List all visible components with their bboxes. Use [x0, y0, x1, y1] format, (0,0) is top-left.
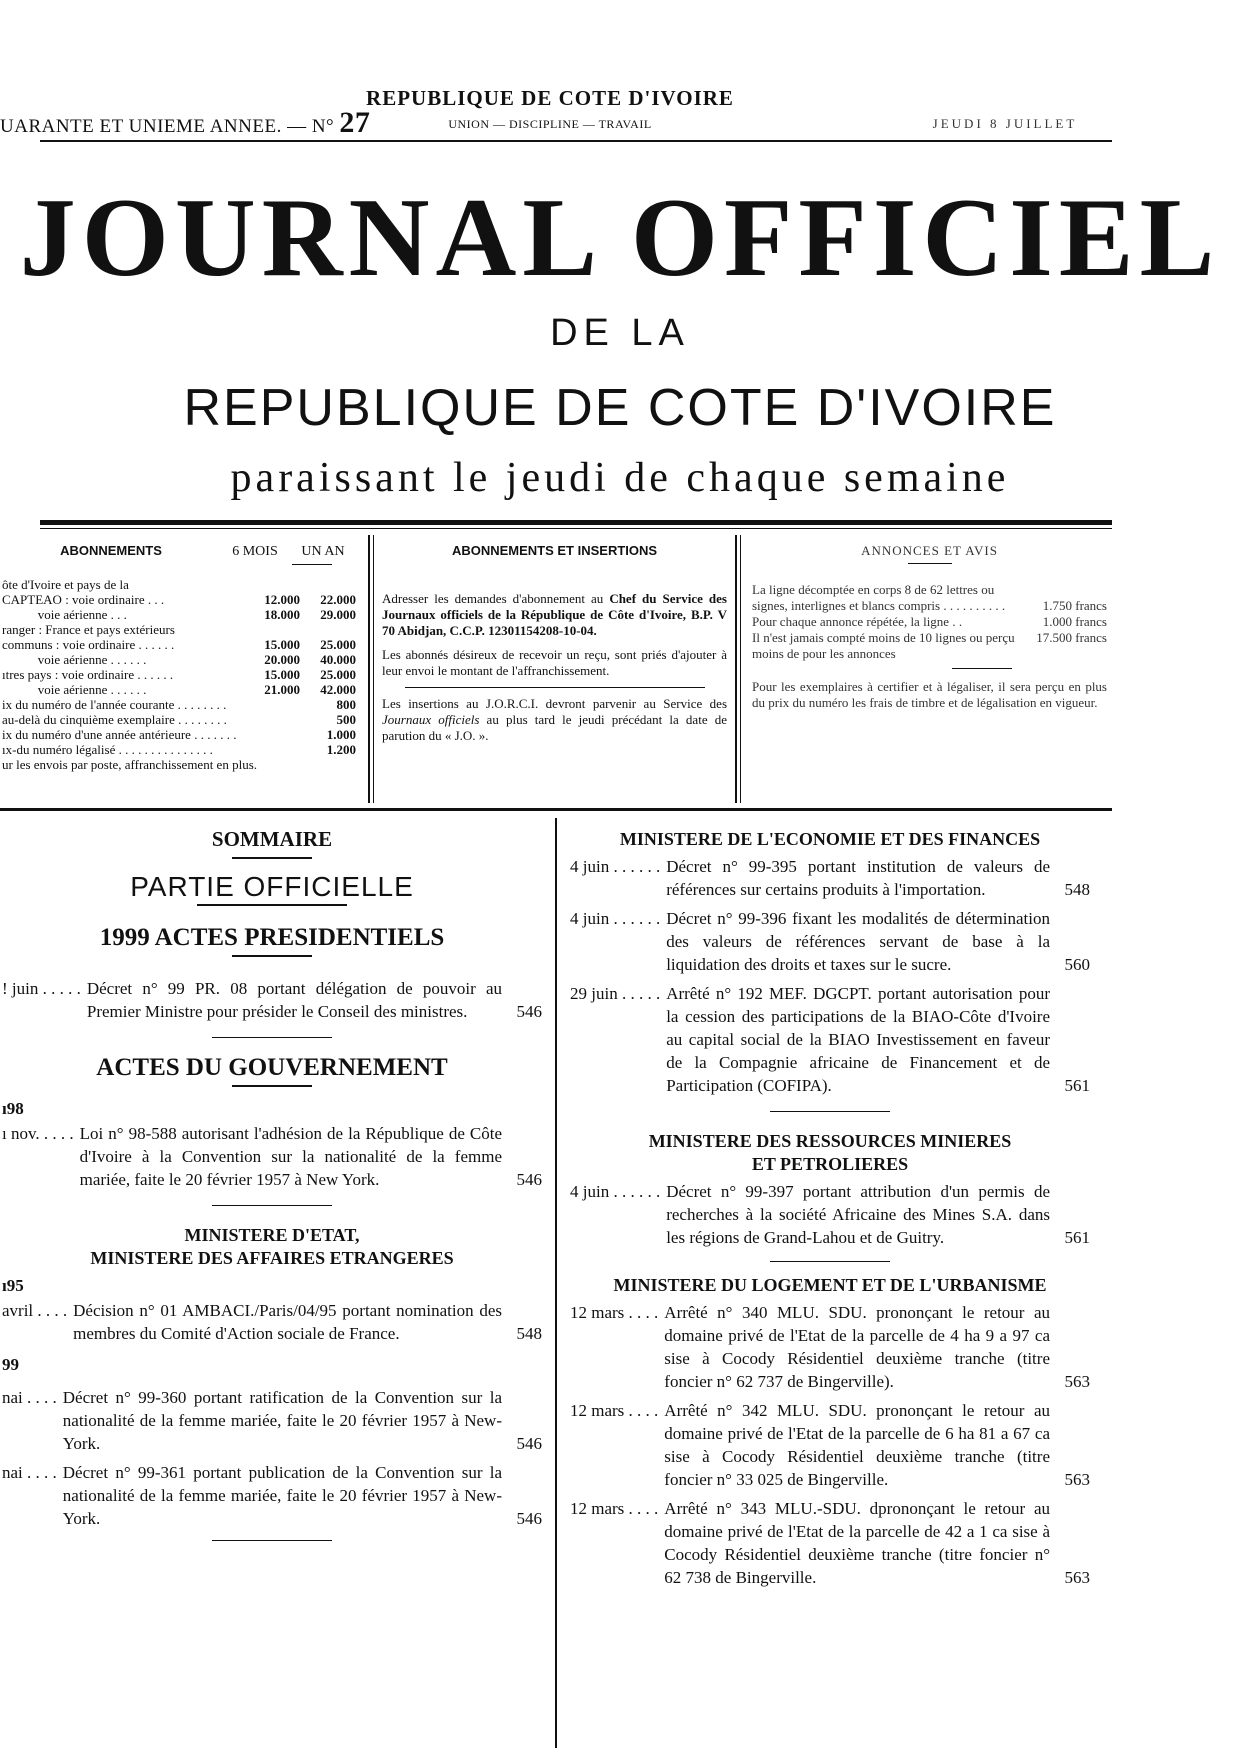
abonnements-row-unan: 29.000 — [320, 607, 356, 622]
abonnements-row-label: voie aérienne . . . — [2, 607, 127, 622]
abonnements-row-label: CAPTEAO : voie ordinaire . . . — [2, 592, 165, 607]
insertions-p1-a: Adresser les demandes d'abonnement au — [382, 591, 610, 606]
divider — [770, 1261, 890, 1262]
entry-eco-2 — [570, 907, 1090, 976]
abonnements-row-label: ur les envois par poste, affranchissement en plus. — [2, 757, 257, 772]
actes-presidentiels-heading: 1999 ACTES PRESIDENTIELS — [99, 924, 445, 951]
entry-text: Arrêté n° 192 MEF. DGCPT. portant autorisation pour la cession des participations de la BIAO-Côte d'Ivoire au capital social de la BIAO Investissement en faveur de la Compagnie africaine de Financement et de Participation (COFIPA). — [666, 984, 1050, 1095]
entry-text: Décret n° 99 PR. 08 portant délégation de pouvoir au Premier Ministre pour présider le Conseil des ministres. — [86, 979, 502, 1021]
abonnements-row — [2, 757, 356, 772]
entry-page: 548 — [516, 1324, 542, 1343]
year-label: 99 — [2, 1355, 19, 1374]
insertions-title: ABONNEMENTS ET INSERTIONS — [451, 543, 658, 558]
sommaire-title: SOMMAIRE — [211, 827, 333, 851]
entry-text: Décret n° 99-396 fixant les modalités de détermination des valeurs de références servant de base à la liquidation des droits et taxes sur le sucre. — [666, 909, 1050, 974]
column-divider — [555, 818, 557, 1748]
abonnements-row-label: ôte d'Ivoire et pays de la — [2, 577, 129, 592]
abonnements-row — [2, 622, 356, 637]
insertions-p3-b: au plus tard le jeudi précédant la date de parution du « J.O. ». — [382, 712, 727, 743]
box-divider-2 — [735, 535, 737, 803]
insertions-p2: Les abonnés désireux de recevoir un reçu, sont priés d'ajouter à leur envoi le montant de l'affranchissement. — [382, 647, 727, 678]
entry-page: 563 — [1064, 1372, 1090, 1391]
divider — [212, 1540, 332, 1541]
entry-date: ı nov. . . . . — [2, 1124, 74, 1143]
divider — [232, 1085, 312, 1087]
annonces-r2-value: 1.000 francs — [1042, 614, 1107, 629]
entry-res-1 — [570, 1180, 1090, 1249]
entry-etat-2 — [2, 1386, 542, 1455]
abonnements-title: ABONNEMENTS — [60, 543, 162, 558]
masthead-subtitle: paraissant le jeudi de chaque semaine — [230, 455, 1010, 501]
entry-date: 12 mars . . . . — [570, 1303, 659, 1322]
entry-page: 548 — [1064, 880, 1090, 899]
header-rule — [40, 140, 1112, 142]
entry-log-3 — [570, 1497, 1090, 1589]
min-logement-heading: MINISTERE DU LOGEMENT ET DE L'URBANISME — [613, 1275, 1047, 1295]
divider — [952, 668, 1012, 669]
abonnements-row — [2, 742, 356, 757]
sommaire-right-column — [570, 828, 1090, 1595]
min-etat-line1: MINISTERE D'ETAT, — [184, 1225, 360, 1245]
entry-page: 563 — [1064, 1568, 1090, 1587]
entry-text: Décision n° 01 AMBACI./Paris/04/95 portant nomination des membres du Comité d'Action sociale de France. — [73, 1301, 502, 1343]
divider — [232, 955, 312, 957]
abonnements-col-unan: UN AN — [301, 544, 345, 559]
abonnements-row-label: ix du numéro d'une année antérieure . . . . . . . — [2, 727, 237, 742]
abonnements-row-label: ix du numéro de l'année courante . . . . . . . . — [2, 697, 227, 712]
abonnements-row-label: ranger : France et pays extérieurs — [2, 622, 175, 637]
annonces-r3-value: 17.500 francs — [1036, 630, 1107, 645]
abonnements-row-6mois — [244, 712, 300, 727]
entry-etat-1 — [2, 1299, 542, 1345]
divider — [212, 1205, 332, 1206]
republic-title: REPUBLIQUE DE COTE D'IVOIRE — [366, 86, 734, 110]
year-label: ı95 — [2, 1276, 24, 1295]
entry-date: 4 juin . . . . . . — [570, 909, 661, 928]
insertions-p1-b: Chef du Service des Journaux officiels de la République de Côte d'Ivoire, B.P. V 70 Abidjan, C.C.P. 12301154208-10-04. — [382, 591, 727, 638]
abonnements-row — [2, 682, 356, 697]
divider — [197, 904, 347, 906]
actes-gouvernement-heading: ACTES DU GOUVERNEMENT — [96, 1054, 448, 1081]
masthead-de-la: DE LA — [550, 312, 690, 354]
insertions-p1 — [382, 591, 727, 639]
abonnements-row-label: ıtres pays : voie ordinaire . . . . . . — [2, 667, 174, 682]
edition-line — [0, 106, 370, 140]
divider — [908, 563, 952, 564]
entry-log-1 — [570, 1301, 1090, 1393]
box-divider-1b — [373, 535, 374, 803]
abonnements-row-label: communs : voie ordinaire . . . . . . — [2, 637, 175, 652]
issue-date: JEUDI 8 JUILLET — [932, 116, 1078, 131]
entry-text: Arrêté n° 340 MLU. SDU. prononçant le retour au domaine privé de l'Etat de la parcelle de 4 ha 9 a 97 ca sise à Cocody Résidentiel deuxième tranche (titre foncier n° 62 737 de Bingerville). — [664, 1303, 1050, 1391]
insertions-p3 — [382, 696, 727, 744]
abonnements-row-6mois — [244, 742, 300, 757]
abonnements-table — [2, 577, 356, 772]
issue-number: 27 — [339, 106, 371, 139]
abonnements-row-6mois — [244, 697, 300, 712]
abonnements-row-6mois: 12.000 — [264, 592, 300, 607]
abonnements-row-6mois: 18.000 — [264, 607, 300, 622]
entry-date: 4 juin . . . . . . — [570, 857, 661, 876]
entry-page: 546 — [516, 1434, 542, 1453]
abonnements-row-6mois — [244, 727, 300, 742]
entry-page: 546 — [516, 1002, 542, 1021]
annonces-row-1 — [752, 582, 1107, 614]
abonnements-row-6mois: 20.000 — [264, 652, 300, 667]
entry-page: 546 — [516, 1170, 542, 1189]
masthead-rule-thick — [40, 520, 1112, 525]
annonces-r1-text: La ligne décomptée en corps 8 de 62 lettres ou signes, interlignes et blancs compris . . . . . . . . . . — [752, 582, 1006, 613]
annonces-r2-text: Pour chaque annonce répétée, la ligne . . — [752, 614, 963, 629]
entry-eco-1 — [570, 855, 1090, 901]
abonnements-row — [2, 637, 356, 652]
edition-label: UARANTE ET UNIEME ANNEE. — N° — [0, 116, 335, 137]
abonnements-row — [2, 592, 356, 607]
entry-date: avril . . . . — [2, 1301, 68, 1320]
entry-page: 561 — [1064, 1228, 1090, 1247]
abonnements-row-label: voie aérienne . . . . . . — [2, 682, 147, 697]
entry-gouv-1 — [2, 1122, 542, 1191]
entry-date: 12 mars . . . . — [570, 1401, 659, 1420]
year-label: ı98 — [2, 1099, 24, 1118]
masthead-republic: REPUBLIQUE DE COTE D'IVOIRE — [183, 379, 1057, 437]
abonnements-row — [2, 712, 356, 727]
entry-text: Loi n° 98-588 autorisant l'adhésion de la République de Côte d'Ivoire à la Convention sur la nationalité de la femme mariée, faite le 20 février 1957 à New York. — [79, 1124, 502, 1189]
entry-date: nai . . . . — [2, 1388, 57, 1407]
entry-text: Décret n° 99-397 portant attribution d'un permis de recherches à la société Africaine des Mines S.A. dans les régions de Grand-Lahou et de Guitry. — [666, 1182, 1050, 1247]
annonces-p: Pour les exemplaires à certifier et à légaliser, il sera perçu en plus du prix du numéro les frais de timbre et de légalisation en vigueur. — [752, 679, 1107, 710]
abonnements-row — [2, 727, 356, 742]
annonces-r1-value: 1.750 francs — [1042, 598, 1107, 613]
republic-heading — [360, 86, 740, 132]
annonces-box — [752, 535, 1107, 810]
entry-text: Décret n° 99-395 portant institution de valeurs de références sur certains produits à l'importation. — [666, 857, 1050, 899]
abonnements-row-label: au-delà du cinquième exemplaire . . . . . . . . — [2, 712, 227, 727]
abonnements-row — [2, 652, 356, 667]
entry-text: Décret n° 99-361 portant publication de la Convention sur la nationalité de la femme mariée, faite le 20 février 1957 à New-York. — [62, 1463, 502, 1528]
abonnements-row-unan: 40.000 — [320, 652, 356, 667]
abonnements-row-label: voie aérienne . . . . . . — [2, 652, 147, 667]
annonces-title: ANNONCES ET AVIS — [861, 543, 998, 558]
min-ressources-line1: MINISTERE DES RESSOURCES MINIERES — [648, 1131, 1012, 1151]
entry-text: Arrêté n° 343 MLU.-SDU. dprononçant le retour au domaine privé de l'Etat de la parcelle de 42 a 1 ca sise à Cocody Résidentiel deuxième tranche (titre foncier n° 62 738 de Bingerville. — [664, 1499, 1050, 1587]
entry-text: Décret n° 99-360 portant ratification de la Convention sur la nationalité de la femme mariée, faite le 20 février 1957 à New-York. — [62, 1388, 502, 1453]
min-ressources-line2: ET PETROLIERES — [751, 1154, 909, 1174]
annonces-row-2 — [752, 614, 1107, 630]
abonnements-row — [2, 697, 356, 712]
abonnements-row-unan: 25.000 — [320, 637, 356, 652]
republic-motto: UNION — DISCIPLINE — TRAVAIL — [448, 117, 652, 131]
annonces-r3-text: Il n'est jamais compté moins de 10 lignes ou perçu moins de pour les annonces — [752, 630, 1015, 661]
entry-date: 29 juin . . . . . — [570, 984, 661, 1003]
divider — [232, 857, 312, 859]
abonnements-row-unan: 500 — [336, 712, 356, 727]
insertions-box — [382, 535, 727, 810]
entry-date: ! juin . . . . . — [2, 979, 81, 998]
entry-log-2 — [570, 1399, 1090, 1491]
partie-officielle: PARTIE OFFICIELLE — [130, 871, 414, 902]
abonnements-box — [2, 535, 356, 810]
box-divider-1 — [368, 535, 370, 803]
abonnements-row-label: ıx-du numéro légalisé . . . . . . . . . . . . . . . — [2, 742, 213, 757]
annonces-row-3 — [752, 630, 1107, 662]
entry-text: Arrêté n° 342 MLU. SDU. prononçant le retour au domaine privé de l'Etat de la parcelle de 6 ha 81 a 67 ca sise à Cocody Résidentiel deuxième tranche (titre foncier n° 33 025 de Bingerville. — [664, 1401, 1050, 1489]
divider — [292, 564, 332, 565]
divider — [405, 687, 705, 688]
abonnements-row-unan: 25.000 — [320, 667, 356, 682]
abonnements-row — [2, 607, 356, 622]
entry-eco-3 — [570, 982, 1090, 1097]
boxes-bottom-rule — [0, 808, 1112, 811]
divider — [770, 1111, 890, 1112]
abonnements-row-6mois: 21.000 — [264, 682, 300, 697]
entry-page: 560 — [1064, 955, 1090, 974]
sommaire-left-column — [2, 828, 542, 1541]
insertions-p3-a: Les insertions au J.O.R.C.I. devront parvenir au Service des — [382, 696, 727, 711]
masthead-title: JOURNAL OFFICIEL — [19, 176, 1221, 300]
abonnements-row-6mois: 15.000 — [264, 667, 300, 682]
abonnements-row-unan: 42.000 — [320, 682, 356, 697]
abonnements-row — [2, 577, 356, 592]
masthead-rule-thin — [40, 528, 1112, 529]
divider — [212, 1037, 332, 1038]
abonnements-row-unan: 1.000 — [326, 727, 356, 742]
abonnements-row-unan: 1.200 — [326, 742, 356, 757]
entry-page: 563 — [1064, 1470, 1090, 1489]
abonnements-row-unan: 22.000 — [320, 592, 356, 607]
entry-page: 546 — [516, 1509, 542, 1528]
abonnements-row-6mois: 15.000 — [264, 637, 300, 652]
entry-etat-3 — [2, 1461, 542, 1530]
insertions-p3-em: Journaux officiels — [382, 712, 480, 727]
abonnements-row-unan: 800 — [336, 697, 356, 712]
entry-pres-1 — [2, 977, 542, 1023]
entry-date: 12 mars . . . . — [570, 1499, 659, 1518]
entry-date: nai . . . . — [2, 1463, 57, 1482]
abonnements-row — [2, 667, 356, 682]
entry-date: 4 juin . . . . . . — [570, 1182, 661, 1201]
box-divider-2b — [740, 535, 741, 803]
entry-page: 561 — [1064, 1076, 1090, 1095]
abonnements-col-6mois: 6 MOIS — [232, 544, 278, 559]
min-etat-line2: MINISTERE DES AFFAIRES ETRANGERES — [90, 1248, 454, 1268]
min-economie-heading: MINISTERE DE L'ECONOMIE ET DES FINANCES — [619, 829, 1041, 849]
